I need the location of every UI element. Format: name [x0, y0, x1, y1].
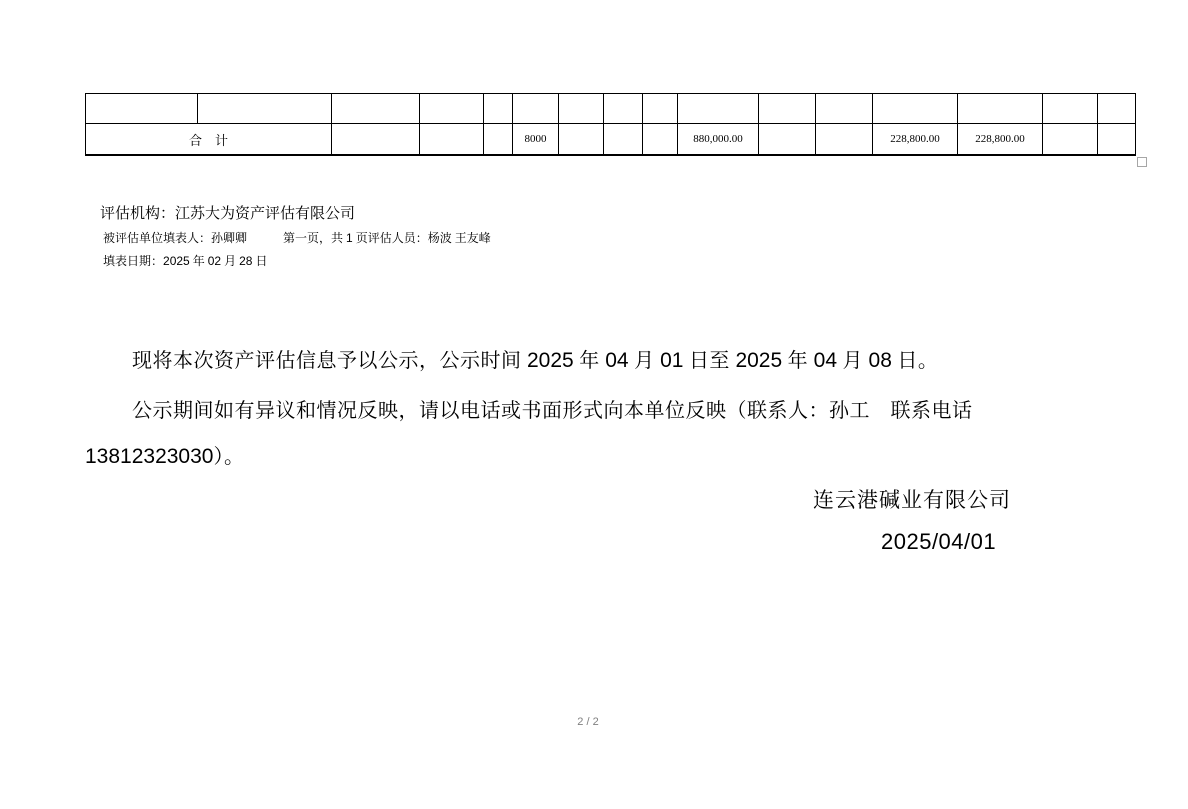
text-run: 月 — [628, 350, 661, 372]
paragraph-mark-square — [1137, 157, 1147, 167]
table-cell — [643, 94, 678, 124]
notice-paragraph-2-line-1 — [132, 394, 973, 423]
table-cell — [420, 124, 484, 156]
text-run: 年 — [573, 350, 606, 372]
table-cell — [332, 124, 420, 156]
text-run: 月 — [837, 350, 869, 372]
table-cell — [559, 94, 604, 124]
notice-paragraph-2-line-2 — [85, 440, 244, 469]
text-run: 公示期间如有异议和情况反映，请以电话或书面形式向本单位反映（联系人：孙工 联系电话 — [132, 400, 973, 422]
text-run: 填表日期： — [103, 254, 164, 268]
table-cell — [484, 124, 513, 156]
appraised-value-total-cell: 228,800.00 — [873, 124, 958, 156]
table-cell — [1043, 94, 1098, 124]
book-value-total-cell: 880,000.00 — [678, 124, 759, 156]
table-cell — [816, 94, 873, 124]
numeric-run: 04 — [813, 349, 838, 372]
table-cell — [1098, 94, 1136, 124]
text-run: 年 — [782, 350, 814, 372]
appraised-value-total-cell: 228,800.00 — [958, 124, 1043, 156]
signature-date: 2025/04/01 — [881, 529, 997, 554]
company-signature: 连云港碱业有限公司 — [813, 488, 1011, 512]
table-cell — [198, 94, 332, 124]
table-cell — [513, 94, 559, 124]
agency-line: 评估机构：江苏大为资产评估有限公司 — [100, 206, 356, 222]
text-run: 页评估人员：杨波 王友峰 — [352, 231, 491, 245]
text-run: 日至 — [683, 350, 736, 372]
text-run: 日。 — [891, 350, 939, 372]
summary-table — [85, 93, 1136, 156]
page-number: 2 / 2 — [577, 716, 599, 728]
numeric-run: 02 — [207, 254, 222, 268]
form-fill-date-line — [103, 252, 267, 269]
text-run: 月 — [221, 254, 240, 268]
table-cell — [873, 94, 958, 124]
table-cell — [759, 124, 816, 156]
table-row-header — [86, 94, 1136, 124]
text-run: 日 — [252, 254, 268, 268]
text-run: 被评估单位填表人：孙卿卿 第一页，共 — [103, 231, 347, 245]
table-cell — [559, 124, 604, 156]
numeric-run: 08 — [868, 349, 892, 372]
table-cell — [420, 94, 484, 124]
numeric-run: 13812323030 — [85, 445, 214, 468]
numeric-run: 28 — [239, 254, 253, 268]
numeric-run: 01 — [660, 349, 684, 372]
total-label-cell: 合 计 — [86, 124, 332, 156]
table-cell — [643, 124, 678, 156]
numeric-run: 04 — [605, 349, 629, 372]
text-run: 年 — [189, 254, 208, 268]
numeric-run: 2025 — [163, 254, 190, 268]
numeric-run: 2025 — [527, 349, 574, 372]
text-run: ）。 — [213, 446, 245, 468]
table-cell — [604, 94, 643, 124]
table-cell — [816, 124, 873, 156]
table-cell — [1043, 124, 1098, 156]
text-run: 现将本次资产评估信息予以公示，公示时间 — [132, 350, 527, 372]
table-cell — [484, 94, 513, 124]
table-cell — [678, 94, 759, 124]
numeric-run: 2025 — [735, 349, 783, 372]
table-cell — [86, 94, 198, 124]
table-cell — [759, 94, 816, 124]
form-filler-line — [103, 229, 491, 246]
quantity-total-cell: 8000 — [513, 124, 559, 156]
table-cell — [1098, 124, 1136, 156]
table-cell — [958, 94, 1043, 124]
table-row-total — [86, 124, 1136, 156]
table-cell — [332, 94, 420, 124]
numeric-run: 1 — [346, 231, 353, 245]
notice-paragraph-1 — [132, 344, 938, 373]
table-cell — [604, 124, 643, 156]
